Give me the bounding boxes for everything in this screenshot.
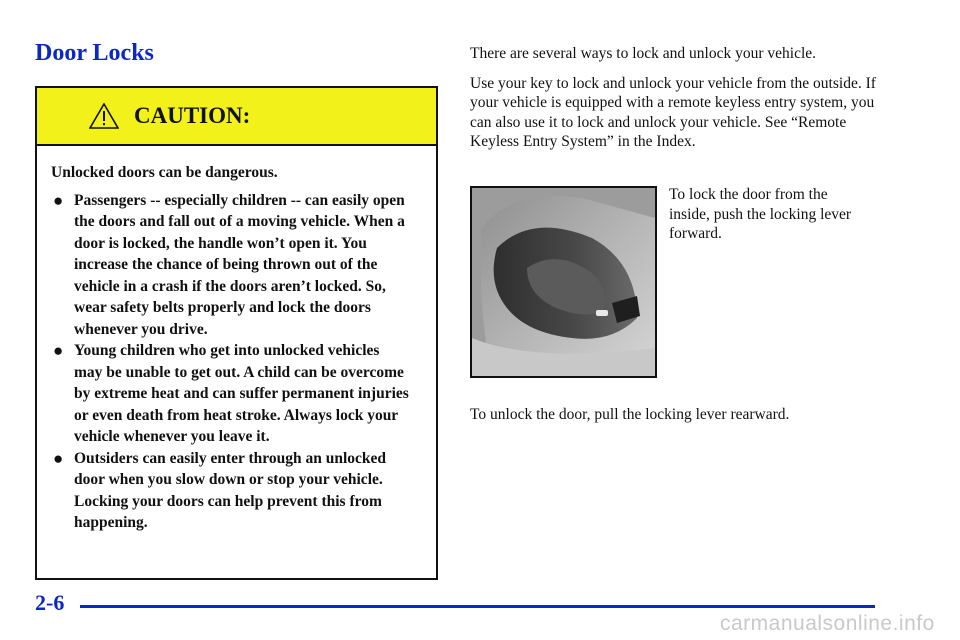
caution-intro: Unlocked doors can be dangerous. [51, 164, 278, 181]
bullet-dot-icon: ● [53, 190, 64, 210]
door-lock-lever-photo [470, 186, 657, 378]
caution-bullet-text: Outsiders can easily enter through an unlocked door when you slow down or stop your vehicle. Locking your doors can help prevent this from happening. [74, 449, 387, 531]
bullet-dot-icon: ● [53, 448, 64, 468]
page-number: 2-6 [35, 590, 65, 615]
caution-bullet-text: Young children who get into unlocked vehicles may be unable to get out. A child can be overcome by extreme heat and can suffer permanent injuries or even death from heat stroke. Always lock your vehicle whenever you leave it. [74, 342, 409, 445]
caution-bullet-item [51, 190, 410, 341]
caution-body [37, 146, 436, 534]
unlock-instruction: To unlock the door, pull the locking lever rearward. [470, 406, 790, 423]
right-column-text [470, 44, 890, 162]
caution-header [37, 88, 436, 146]
page-title: Door Locks [35, 40, 154, 66]
caution-heading: CAUTION: [134, 103, 251, 128]
caution-box [35, 86, 438, 580]
caution-bullet-text: Passengers -- especially children -- can easily open the doors and fall out of a moving vehicle. When a door is locked, the handle won’t open it. You increase the chance of being thrown out of the vehicle in a crash if the doors aren’t locked. So, wear safety belts properly and lock the doors whenever you drive. [74, 191, 405, 338]
warning-triangle-icon [89, 103, 119, 129]
lock-instruction: To lock the door from the inside, push the locking lever forward. [669, 186, 852, 242]
footer-rule [80, 605, 875, 608]
watermark: carmanualsonline.info [720, 612, 935, 635]
caution-list [51, 190, 410, 534]
caution-bullet-item [51, 340, 410, 448]
caution-bullet-item [51, 448, 410, 534]
bullet-dot-icon: ● [53, 341, 64, 360]
door-handle-illustration [472, 188, 655, 376]
key-paragraph: Use your key to lock and unlock your vehicle from the outside. If your vehicle is equipped with a remote keyless entry system, you can also use it to lock and unlock your vehicle. See “Remote Keyless Entry System” in the Index. [470, 74, 876, 150]
intro-paragraph: There are several ways to lock and unlock your vehicle. [470, 45, 817, 62]
